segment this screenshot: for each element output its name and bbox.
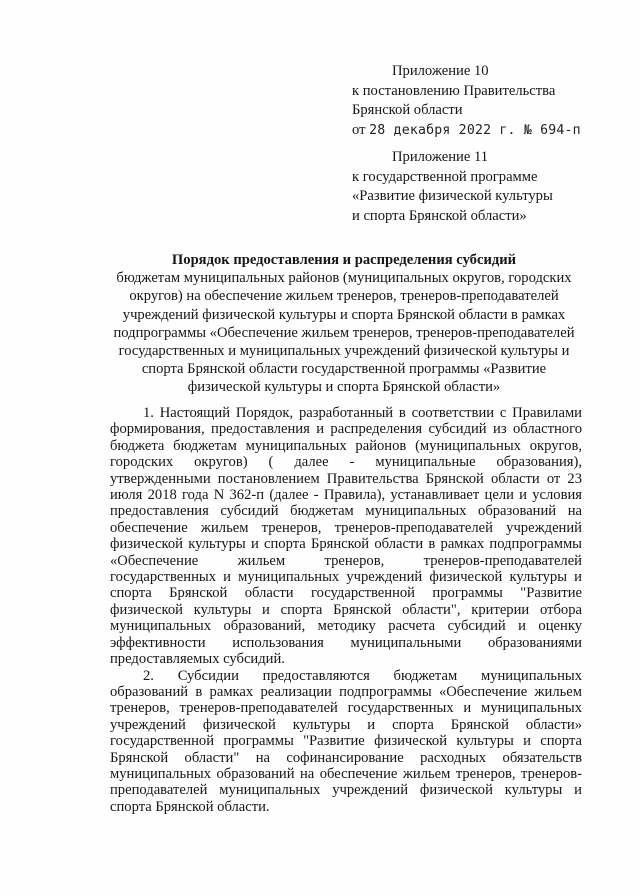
appendix-10-date-stamp: 28 декабря 2022 г. № 694-п <box>369 122 581 138</box>
document-heading <box>106 251 582 397</box>
heading-line: округов) на обеспечение жильем тренеров, тренеров-преподавателей <box>129 288 559 305</box>
heading-line: подпрограммы «Обеспечение жильем тренеров, тренеров-преподавателей <box>113 324 575 341</box>
heading-line: спорта Брянской области государственной программы «Развитие <box>141 361 547 378</box>
heading-line: учреждений физической культуры и спорта Брянской области в рамках <box>122 306 566 323</box>
paragraph-2: 2. Субсидии предоставляются бюджетам муниципальных образований в рамках реализации подпрограммы «Обеспечение жильем тренеров, тренеров-преподавателей государственных и муниципальных учреждений физической культуры и спорта Брянской области» государственной программы "Развитие физической культуры и спорта Брянской области" на софинансирование расходных обязательств муниципальных образований на обеспечение жильем тренеров, тренеров-преподавателей муниципальных учреждений физической культуры и спорта Брянской области. <box>110 667 582 815</box>
heading-line: бюджетам муниципальных районов (муниципальных округов, городских <box>116 270 572 287</box>
heading-line: государственных и муниципальных учреждений физической культуры и <box>118 343 570 360</box>
appendix-10-date-prefix: от <box>352 121 366 138</box>
heading-line: физической культуры и спорта Брянской области» <box>187 379 501 396</box>
appendix-10-title: Приложение 10 <box>392 63 489 79</box>
appendix-10-block <box>352 62 612 140</box>
appendix-10-region: Брянской области <box>352 102 463 118</box>
appendix-11-block <box>352 148 612 226</box>
heading-title: Порядок предоставления и распределения субсидий <box>171 252 517 268</box>
paragraph-1: 1. Настоящий Порядок, разработанный в соответствии с Правилами формирования, предоставления и распределения субсидий из областного бюджета бюджетам муниципальных районов (муниципальных округов, городских округов) ( далее - муниципальные образования), утвержденными постановлением Правительства Брянской области от 23 июля 2018 года N 362-п (далее - Правила), устанавливает цели и условия предоставления субсидий бюджетам муниципальных образований на обеспечение жильем тренеров, тренеров-преподавателей учреждений физической культуры и спорта Брянской области в рамках подпрограммы «Обеспечение жильем тренеров, тренеров-преподавателей государственных и муниципальных учреждений физической культуры и спорта Брянской области государственной программы "Развитие физической культуры и спорта Брянской области", критерии отбора муниципальных образований, методику расчета субсидий и оценку эффективности использования муниципальными образованиями предоставляемых субсидий. <box>110 405 582 668</box>
appendix-11-program-name: «Развитие физической культуры <box>352 188 553 204</box>
appendix-10-date-line <box>352 121 612 141</box>
document-body <box>110 405 582 815</box>
appendix-10-decree: к постановлению Правительства <box>352 82 556 99</box>
appendix-11-program-name-end: и спорта Брянской области» <box>352 207 527 224</box>
appendix-11-program: к государственной программе <box>352 168 538 185</box>
appendix-11-title: Приложение 11 <box>392 149 489 165</box>
